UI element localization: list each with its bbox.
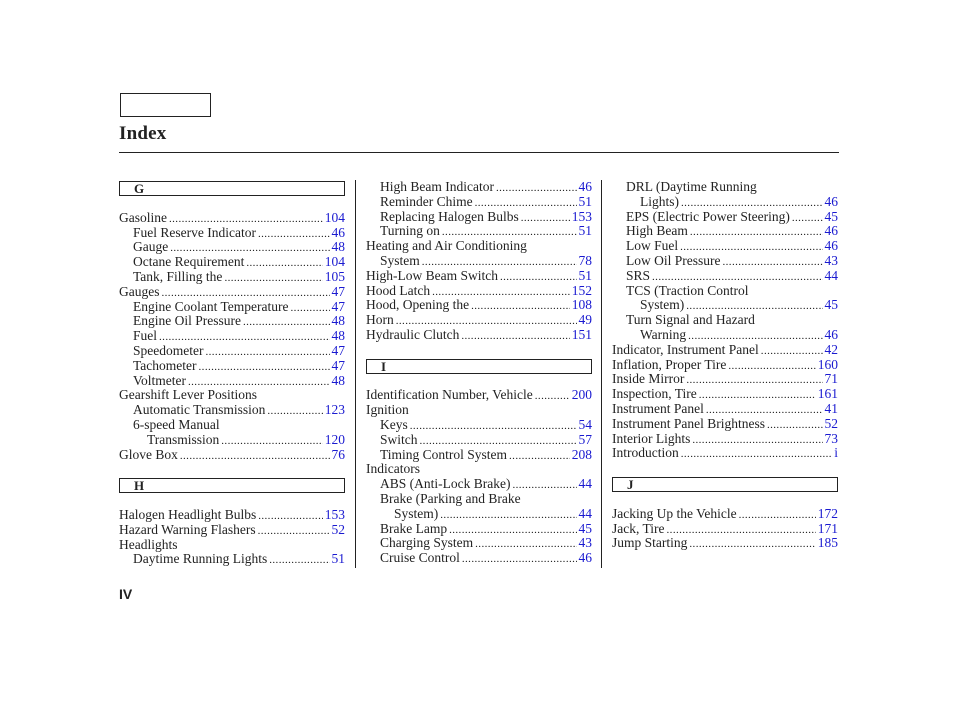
index-entry[interactable]	[366, 195, 592, 210]
index-entry[interactable]	[612, 239, 838, 254]
dot-leader	[159, 329, 329, 343]
entry-label: Glove Box	[119, 446, 178, 462]
dot-leader	[728, 358, 815, 372]
page-link[interactable]: 123	[324, 402, 345, 418]
entry-label: Gauge	[133, 239, 169, 255]
entry-label: EPS (Electric Power Steering)	[626, 208, 790, 224]
page-link[interactable]: 51	[331, 551, 345, 567]
page-link[interactable]: 153	[571, 208, 592, 224]
index-entry[interactable]	[612, 417, 838, 432]
page-link[interactable]: 48	[331, 328, 345, 344]
dot-leader	[686, 298, 822, 312]
dot-leader	[269, 552, 329, 566]
dot-leader	[180, 448, 330, 462]
page-link[interactable]: 45	[824, 297, 838, 313]
page-link[interactable]: 73	[824, 430, 838, 446]
index-entry[interactable]	[119, 448, 345, 463]
dot-leader	[246, 255, 322, 269]
page-link[interactable]: 47	[331, 357, 345, 373]
entry-label: Fuel	[133, 328, 158, 344]
entry-label: Hood, Opening the	[366, 297, 470, 313]
page-link[interactable]: 153	[324, 506, 345, 522]
index-entry[interactable]	[119, 270, 345, 285]
dot-leader	[422, 254, 577, 268]
index-entry[interactable]	[612, 195, 838, 210]
page-link[interactable]: 47	[331, 298, 345, 314]
dot-leader	[692, 432, 822, 446]
page-link[interactable]: 46	[824, 223, 838, 239]
page-link[interactable]: 200	[571, 387, 592, 403]
page-link[interactable]: 45	[824, 208, 838, 224]
entry-label: Engine Coolant Temperature	[133, 298, 289, 314]
index-entry[interactable]	[612, 298, 838, 313]
dot-leader	[688, 328, 822, 342]
index-heading: Headlights	[119, 536, 178, 552]
page-link[interactable]: 46	[578, 179, 592, 194]
entry-label: System	[380, 252, 420, 268]
entry-label: Inflation, Proper Tire	[612, 356, 727, 372]
page-link[interactable]: 44	[578, 476, 592, 492]
entry-label: Octane Requirement	[133, 254, 245, 270]
page-link[interactable]: 46	[824, 326, 838, 342]
dot-leader	[199, 359, 330, 373]
page-link[interactable]: 46	[578, 550, 592, 566]
dot-leader	[224, 270, 322, 284]
page-link[interactable]: 46	[824, 238, 838, 254]
page-link[interactable]: 171	[817, 520, 838, 536]
dot-leader	[188, 374, 330, 388]
dot-leader	[667, 522, 816, 536]
page-link[interactable]: 48	[331, 372, 345, 388]
index-entry[interactable]	[366, 284, 592, 299]
index-entry[interactable]	[119, 300, 345, 315]
entry-label: High Beam Indicator	[380, 179, 494, 194]
index-entry[interactable]	[366, 210, 592, 225]
index-entry[interactable]	[612, 387, 838, 402]
page-link[interactable]: 52	[824, 415, 838, 431]
index-entry[interactable]	[119, 329, 345, 344]
page-link[interactable]: 51	[578, 223, 592, 239]
index-entry[interactable]	[612, 402, 838, 417]
page-link[interactable]: 151	[571, 326, 592, 342]
index-column-3	[612, 180, 838, 551]
dot-leader	[258, 226, 330, 240]
page-link[interactable]: 76	[331, 446, 345, 462]
dot-leader	[652, 269, 822, 283]
page-link[interactable]: 46	[824, 193, 838, 209]
index-entry[interactable]	[119, 240, 345, 255]
dot-leader	[420, 433, 577, 447]
entry-label: Indicator, Instrument Panel	[612, 341, 759, 357]
entry-label: Jump Starting	[612, 535, 688, 551]
index-entry[interactable]	[119, 211, 345, 226]
index-entry[interactable]	[612, 343, 838, 358]
index-entry[interactable]	[366, 254, 592, 269]
dot-leader	[396, 313, 577, 327]
page-link[interactable]: 48	[331, 313, 345, 329]
index-entry[interactable]	[119, 255, 345, 270]
page-link[interactable]: 108	[571, 297, 592, 313]
dot-leader	[258, 523, 330, 537]
entry-label: Transmission	[147, 431, 220, 447]
index-heading: TCS (Traction Control	[626, 282, 749, 298]
spacer	[119, 196, 345, 211]
dot-leader	[699, 387, 816, 401]
entry-label: Automatic Transmission	[133, 402, 266, 418]
index-heading: Indicators	[366, 461, 420, 477]
spacer	[119, 493, 345, 508]
index-entry[interactable]	[366, 328, 592, 343]
dot-leader	[440, 507, 576, 521]
entry-label: Inside Mirror	[612, 371, 685, 387]
entry-label: Introduction	[612, 445, 679, 461]
dot-leader	[680, 239, 822, 253]
dot-leader	[690, 224, 823, 238]
entry-label: System)	[640, 297, 685, 313]
index-entry[interactable]	[119, 552, 345, 567]
spacer	[612, 492, 838, 507]
dot-leader	[723, 254, 823, 268]
column-divider	[601, 180, 602, 568]
entry-label: Replacing Halogen Bulbs	[380, 208, 519, 224]
page-link[interactable]: 161	[817, 386, 838, 402]
dot-leader	[461, 328, 569, 342]
dot-leader	[496, 180, 577, 194]
page-link[interactable]: 120	[324, 431, 345, 447]
index-entry[interactable]	[612, 507, 838, 522]
index-entry[interactable]	[366, 388, 592, 403]
section-letter-header: G	[119, 181, 345, 196]
section-letter-header: H	[119, 478, 345, 493]
entry-label: Turning on	[380, 223, 440, 239]
page-title: Index	[119, 123, 167, 144]
section-letter-header: J	[612, 477, 838, 492]
page-link[interactable]: 104	[324, 209, 345, 225]
index-entry[interactable]	[612, 522, 838, 537]
index-heading: Heating and Air Conditioning	[366, 238, 527, 254]
entry-label: Tachometer	[133, 357, 197, 373]
entry-label: High-Low Beam Switch	[366, 267, 498, 283]
page-link[interactable]: 52	[331, 521, 345, 537]
entry-label: Interior Lights	[612, 430, 691, 446]
index-entry[interactable]	[612, 432, 838, 447]
page-link[interactable]: 57	[578, 431, 592, 447]
index-heading: Ignition	[366, 402, 409, 418]
index-entry[interactable]	[612, 446, 838, 461]
index-entry[interactable]	[612, 328, 838, 343]
index-heading: Brake (Parking and Brake	[380, 490, 521, 506]
index-entry[interactable]	[366, 180, 592, 195]
page-link[interactable]: 42	[824, 341, 838, 357]
index-entry[interactable]	[366, 313, 592, 328]
dot-leader	[681, 446, 832, 460]
dot-leader	[761, 343, 823, 357]
page-link[interactable]: 78	[578, 252, 592, 268]
dot-leader	[535, 388, 570, 402]
index-entry[interactable]	[612, 358, 838, 373]
entry-label: Switch	[380, 431, 418, 447]
page-link[interactable]: 71	[824, 371, 838, 387]
entry-label: Engine Oil Pressure	[133, 313, 241, 329]
section-tab-box	[120, 93, 211, 117]
index-heading: Gearshift Lever Positions	[119, 387, 257, 403]
index-entry[interactable]	[366, 224, 592, 239]
index-entry[interactable]	[119, 314, 345, 329]
index-entry[interactable]	[119, 226, 345, 241]
page-link[interactable]: 47	[331, 342, 345, 358]
dot-leader	[169, 211, 323, 225]
dot-leader	[221, 433, 322, 447]
entry-label: Halogen Headlight Bulbs	[119, 506, 257, 522]
entry-label: Gauges	[119, 283, 160, 299]
entry-label: Horn	[366, 312, 394, 328]
index-entry[interactable]	[366, 551, 592, 566]
index-entry[interactable]	[366, 477, 592, 492]
dot-leader	[442, 224, 577, 238]
dot-leader	[689, 536, 815, 550]
dot-leader	[686, 372, 822, 386]
index-entry[interactable]	[366, 418, 592, 433]
page-link[interactable]: 208	[571, 446, 592, 462]
index-entry[interactable]	[612, 210, 838, 225]
index-entry[interactable]	[119, 285, 345, 300]
dot-leader	[432, 284, 570, 298]
index-heading: DRL (Daytime Running	[626, 179, 757, 194]
dot-leader	[267, 403, 322, 417]
dot-leader	[162, 285, 330, 299]
dot-leader	[475, 536, 576, 550]
page-link[interactable]: 43	[578, 535, 592, 551]
dot-leader	[205, 344, 329, 358]
entry-label: High Beam	[626, 223, 688, 239]
page-number: IV	[119, 586, 133, 602]
index-entry[interactable]	[366, 269, 592, 284]
entry-label: Jack, Tire	[612, 520, 665, 536]
page-link[interactable]: 104	[324, 254, 345, 270]
entry-label: Cruise Control	[380, 550, 460, 566]
index-entry[interactable]	[119, 523, 345, 538]
entry-label: Lights)	[640, 193, 679, 209]
index-entry[interactable]	[119, 433, 345, 448]
dot-leader	[475, 195, 577, 209]
index-entry[interactable]	[612, 372, 838, 387]
index-entry[interactable]	[366, 522, 592, 537]
dot-leader	[449, 522, 576, 536]
dot-leader	[410, 418, 577, 432]
page-link[interactable]: 105	[324, 268, 345, 284]
index-entry[interactable]	[119, 508, 345, 523]
page-link[interactable]: 43	[824, 252, 838, 268]
page-link[interactable]: 172	[817, 505, 838, 521]
column-divider	[355, 180, 356, 568]
page-link[interactable]: 47	[331, 283, 345, 299]
dot-leader	[681, 195, 823, 209]
index-entry[interactable]	[366, 433, 592, 448]
dot-leader	[767, 417, 823, 431]
entry-label: Warning	[640, 326, 687, 342]
index-entry[interactable]	[119, 344, 345, 359]
page-link[interactable]: 45	[578, 520, 592, 536]
entry-label: ABS (Anti-Lock Brake)	[380, 476, 511, 492]
entry-label: Charging System	[380, 535, 474, 551]
entry-label: System)	[394, 505, 439, 521]
entry-label: SRS	[626, 267, 651, 283]
entry-label: Tank, Filling the	[133, 268, 223, 284]
entry-label: Low Oil Pressure	[626, 252, 721, 268]
dot-leader	[706, 402, 823, 416]
dot-leader	[291, 300, 330, 314]
dot-leader	[509, 448, 570, 462]
index-entry[interactable]	[366, 507, 592, 522]
page-link[interactable]: 41	[824, 400, 838, 416]
page-link[interactable]: 49	[578, 312, 592, 328]
spacer	[366, 343, 592, 358]
dot-leader	[462, 551, 577, 565]
entry-label: Timing Control System	[380, 446, 508, 462]
page-link[interactable]: i	[834, 445, 838, 461]
section-letter-header: I	[366, 359, 592, 374]
index-entry[interactable]	[612, 269, 838, 284]
entry-label: Daytime Running Lights	[133, 551, 268, 567]
title-divider	[119, 152, 839, 153]
entry-label: Hood Latch	[366, 282, 431, 298]
entry-label: Fuel Reserve Indicator	[133, 224, 256, 240]
entry-label: Gasoline	[119, 209, 167, 225]
index-entry[interactable]	[612, 224, 838, 239]
entry-label: Low Fuel	[626, 238, 679, 254]
entry-label: Instrument Panel	[612, 400, 704, 416]
index-entry[interactable]	[366, 298, 592, 313]
dot-leader	[739, 507, 816, 521]
index-entry[interactable]	[119, 374, 345, 389]
entry-label: Instrument Panel Brightness	[612, 415, 765, 431]
page-link[interactable]: 44	[824, 267, 838, 283]
index-column-1	[119, 180, 345, 567]
page-link[interactable]: 44	[578, 505, 592, 521]
entry-label: Jacking Up the Vehicle	[612, 505, 737, 521]
entry-label: Reminder Chime	[380, 193, 473, 209]
index-entry[interactable]	[366, 448, 592, 463]
dot-leader	[258, 508, 323, 522]
entry-label: Brake Lamp	[380, 520, 448, 536]
entry-label: Voltmeter	[133, 372, 186, 388]
dot-leader	[792, 210, 823, 224]
page-link[interactable]: 51	[578, 193, 592, 209]
index-column-2	[366, 180, 592, 566]
page-link[interactable]: 54	[578, 416, 592, 432]
dot-leader	[521, 210, 570, 224]
entry-label: Inspection, Tire	[612, 386, 697, 402]
entry-label: Hydraulic Clutch	[366, 326, 460, 342]
index-heading: Turn Signal and Hazard	[626, 312, 755, 328]
entry-label: Keys	[380, 416, 408, 432]
entry-label: Identification Number, Vehicle	[366, 387, 533, 403]
entry-label: Speedometer	[133, 342, 204, 358]
index-entry[interactable]	[366, 536, 592, 551]
spacer	[612, 461, 838, 476]
dot-leader	[243, 314, 330, 328]
entry-label: Hazard Warning Flashers	[119, 521, 256, 537]
page-link[interactable]: 185	[817, 535, 838, 551]
dot-leader	[500, 269, 577, 283]
dot-leader	[170, 240, 329, 254]
page-link[interactable]: 51	[578, 267, 592, 283]
index-entry[interactable]	[612, 254, 838, 269]
page-link[interactable]: 46	[331, 224, 345, 240]
dot-leader	[471, 298, 570, 312]
spacer	[366, 374, 592, 389]
spacer	[119, 462, 345, 477]
page-link[interactable]: 152	[571, 282, 592, 298]
page-link[interactable]: 160	[817, 356, 838, 372]
index-heading: 6-speed Manual	[133, 416, 220, 432]
index-entry[interactable]	[119, 359, 345, 374]
index-entry[interactable]	[119, 403, 345, 418]
index-entry[interactable]	[612, 536, 838, 551]
dot-leader	[512, 477, 576, 491]
page-link[interactable]: 48	[331, 239, 345, 255]
